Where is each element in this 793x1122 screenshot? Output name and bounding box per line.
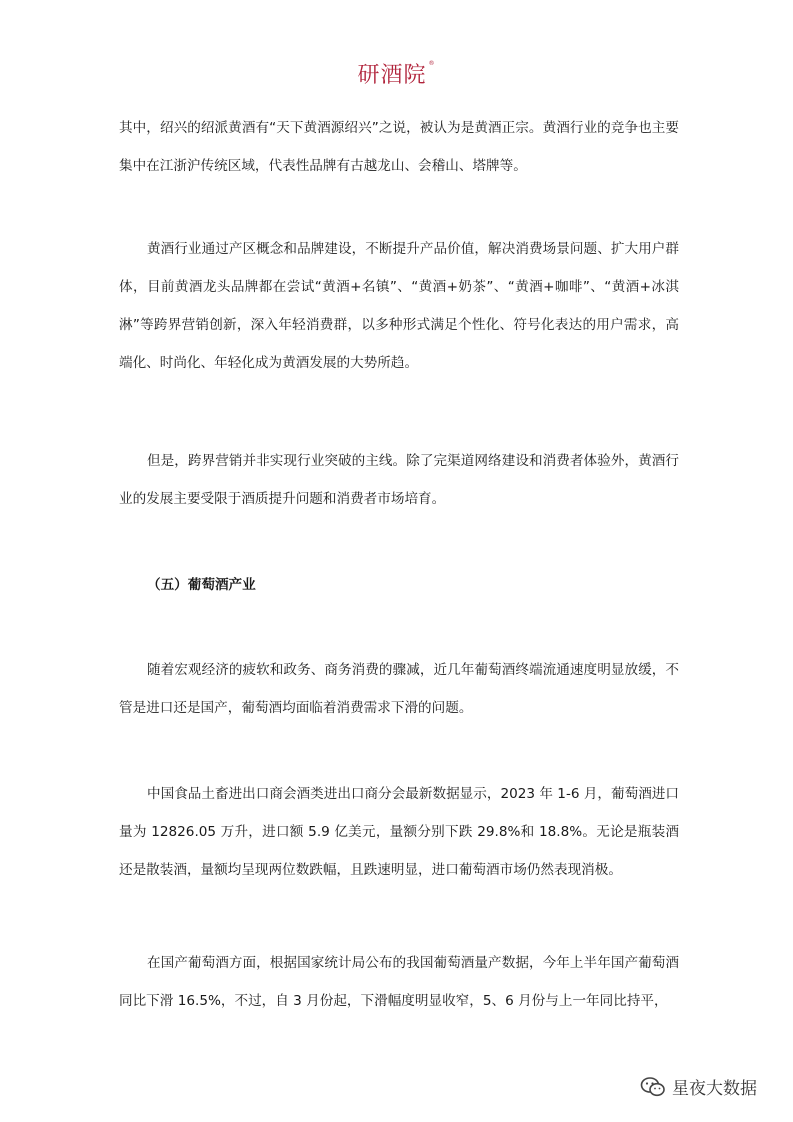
publisher-logo [0, 58, 793, 89]
paragraph-cross-marketing: 但是，跨界营销并非实现行业突破的主线。除了完渠道网络建设和消费者体验外，黄酒行业的发展主要受限于酒质提升问题和消费者市场培育。 [119, 453, 679, 507]
logo-registered-mark: ® [428, 60, 436, 67]
paragraph-domestic-wine: 在国产葡萄酒方面，根据国家统计局公布的我国葡萄酒量产数据，今年上半年国产葡萄酒同比下滑 16.5%，不过，自 3 月份起，下滑幅度明显收窄，5、6 月份与上一年同比持平， [119, 955, 679, 1009]
logo-text: 研酒院 [357, 63, 427, 88]
paragraph-import-data: 中国食品土畜进出口商会酒类进出口商分会最新数据显示，2023 年 1-6 月，葡萄酒进口量为 12826.05 万升，进口额 5.9 亿美元，量额分别下跌 29.8%和 18.8%。无论是瓶装酒还是散装酒，量额均呈现两位数跌幅，且跌速明显，进口葡萄酒市场仍然表现消极。 [119, 786, 679, 878]
paragraph-branding: 黄酒行业通过产区概念和品牌建设，不断提升产品价值，解决消费场景问题、扩大用户群体，目前黄酒龙头品牌都在尝试“黄酒+名镇”、“黄酒+奶茶”、“黄酒+咖啡”、“黄酒+冰淇淋”等跨界营销创新，深入年轻消费群，以多种形式满足个性化、符号化表达的用户需求，高端化、时尚化、年轻化成为黄酒发展的大势所趋。 [119, 241, 679, 371]
wechat-icon [640, 1076, 666, 1098]
paragraph-wine-demand: 随着宏观经济的疲软和政务、商务消费的骤减，近几年葡萄酒终端流通速度明显放缓，不管是进口还是国产，葡萄酒均面临着消费需求下滑的问题。 [119, 662, 679, 716]
section-heading: （五）葡萄酒产业 [147, 577, 256, 593]
watermark [640, 1074, 757, 1099]
paragraph-shaoxing: 其中，绍兴的绍派黄酒有“天下黄酒源绍兴”之说，被认为是黄酒正宗。黄酒行业的竞争也主要集中在江浙沪传统区域，代表性品牌有古越龙山、会稽山、塔牌等。 [119, 120, 679, 174]
watermark-text: 星夜大数据 [672, 1079, 757, 1099]
